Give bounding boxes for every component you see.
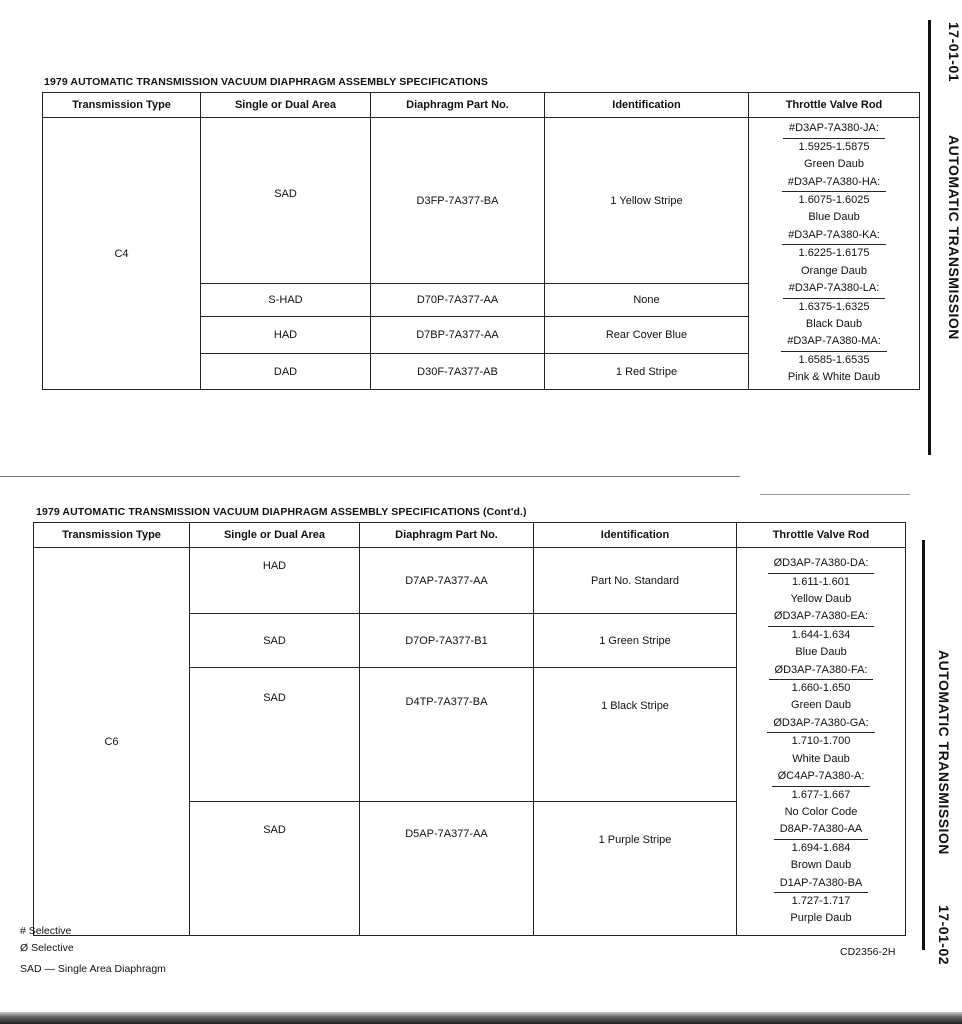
top-page-number: 17-01-01: [946, 22, 962, 83]
table2-row1-area: HAD: [190, 548, 360, 614]
table2-rod-part-7: D1AP-7A380-BA: [774, 875, 869, 893]
table2-rod-part-5: ØC4AP-7A380-A:: [772, 768, 871, 786]
footnote-slash-o-selective: Ø Selective: [20, 942, 74, 954]
table2-header-transmission-type: Transmission Type: [34, 523, 190, 548]
table1-rod-part-1: #D3AP-7A380-JA:: [783, 120, 885, 138]
table1-header-identification: Identification: [545, 93, 749, 118]
table1-row4-identification: 1 Red Stripe: [545, 354, 749, 390]
table1-transmission-type: C4: [43, 118, 201, 390]
footnote-sad-definition: SAD — Single Area Diaphragm: [20, 963, 166, 975]
table-row: [34, 548, 906, 614]
table2-rod-size-3: 1.660-1.650: [791, 682, 851, 695]
table1-rod-color-4: Black Daub: [805, 317, 863, 330]
table2-row2-identification: 1 Green Stripe: [534, 614, 737, 668]
table2-rod-part-4: ØD3AP-7A380-GA:: [767, 715, 874, 733]
table2-rod-part-1: ØD3AP-7A380-DA:: [768, 555, 875, 573]
table1-rod-part-2: #D3AP-7A380-HA:: [782, 174, 886, 192]
table2-row1-identification: Part No. Standard: [534, 548, 737, 614]
table1-header-area: Single or Dual Area: [201, 93, 371, 118]
table1-rod-size-2: 1.6075-1.6025: [798, 194, 870, 207]
table1-row3-identification: Rear Cover Blue: [545, 317, 749, 354]
table2-rod-color-3: Green Daub: [791, 699, 851, 712]
table2-row2-part-no: D7OP-7A377-B1: [360, 614, 534, 668]
table2-rod-size-5: 1.677-1.667: [791, 788, 851, 801]
table2-row3-identification: 1 Black Stripe: [534, 668, 737, 802]
table2-rod-color-6: Brown Daub: [790, 859, 852, 872]
page-divider: [0, 476, 740, 477]
table2-rod-color-5: No Color Code: [784, 805, 858, 818]
table2-rod-color-2: Blue Daub: [795, 646, 847, 659]
bottom-section-title: AUTOMATIC TRANSMISSION: [936, 650, 952, 855]
table1-header-row: [43, 93, 920, 118]
table1-row1-part-no: D3FP-7A377-BA: [371, 118, 545, 284]
table2-rod-color-7: Purple Daub: [790, 912, 852, 925]
table1-row1-identification: 1 Yellow Stripe: [545, 118, 749, 284]
table2-header-throttle-valve-rod: Throttle Valve Rod: [737, 523, 906, 548]
table1-row2-area: S-HAD: [201, 284, 371, 317]
table1-header-part-no: Diaphragm Part No.: [371, 93, 545, 118]
table1-row4-part-no: D30F-7A377-AB: [371, 354, 545, 390]
table2-row4-identification: 1 Purple Stripe: [534, 802, 737, 936]
table1-rod-color-3: Orange Daub: [800, 264, 868, 277]
table1-specifications: [42, 92, 920, 390]
table2-rod-part-2: ØD3AP-7A380-EA:: [768, 608, 874, 626]
top-section-title: AUTOMATIC TRANSMISSION: [946, 135, 962, 340]
table2-row4-part-no: D5AP-7A377-AA: [360, 802, 534, 936]
table1-rod-color-1: Green Daub: [804, 158, 864, 171]
table1-row4-area: DAD: [201, 354, 371, 390]
table2-rod-size-6: 1.694-1.684: [791, 841, 851, 854]
table2-rod-size-2: 1.644-1.634: [791, 628, 851, 641]
table2-rod-part-6: D8AP-7A380-AA: [774, 821, 869, 839]
table1-row3-area: HAD: [201, 317, 371, 354]
table1-row1-area: SAD: [201, 118, 371, 284]
table1-rod-part-4: #D3AP-7A380-LA:: [783, 280, 886, 298]
page-divider-right: [760, 494, 910, 495]
table2-throttle-valve-rod-cell: [737, 548, 906, 936]
figure-code: CD2356-2H: [840, 946, 896, 958]
table2-rod-size-4: 1.710-1.700: [791, 735, 851, 748]
table2-rod-part-3: ØD3AP-7A380-FA:: [769, 662, 874, 680]
table2-row2-area: SAD: [190, 614, 360, 668]
table2-row4-area: SAD: [190, 802, 360, 936]
table2-header-row: [34, 523, 906, 548]
table2-header-identification: Identification: [534, 523, 737, 548]
table1-rod-size-5: 1.6585-1.6535: [798, 353, 870, 366]
table1-rod-color-5: Pink & White Daub: [787, 371, 881, 384]
table1-title: 1979 AUTOMATIC TRANSMISSION VACUUM DIAPHRAGM ASSEMBLY SPECIFICATIONS: [44, 76, 488, 88]
table1-row2-identification: None: [545, 284, 749, 317]
table2-rod-size-7: 1.727-1.717: [791, 894, 851, 907]
table1-throttle-valve-rod-cell: [749, 118, 920, 390]
table1-rod-part-3: #D3AP-7A380-KA:: [782, 227, 886, 245]
bottom-side-rule: [922, 540, 925, 950]
table2-row1-part-no: D7AP-7A377-AA: [360, 548, 534, 614]
table1-rod-part-5: #D3AP-7A380-MA:: [781, 333, 887, 351]
footnote-hash-selective: # Selective: [20, 925, 72, 937]
top-side-rule: [928, 20, 931, 455]
table2-rod-size-1: 1.611-1.601: [792, 575, 850, 588]
bottom-page-number: 17-01-02: [936, 905, 952, 966]
table2-header-part-no: Diaphragm Part No.: [360, 523, 534, 548]
table2-rod-color-1: Yellow Daub: [790, 593, 852, 606]
table1-header-transmission-type: Transmission Type: [43, 93, 201, 118]
table2-row3-part-no: D4TP-7A377-BA: [360, 668, 534, 802]
table2-rod-color-4: White Daub: [792, 752, 850, 765]
table1-rod-color-2: Blue Daub: [808, 211, 860, 224]
table1-rod-size-4: 1.6375-1.6325: [798, 300, 870, 313]
scan-bottom-edge: [0, 1012, 962, 1024]
table2-title: 1979 AUTOMATIC TRANSMISSION VACUUM DIAPHRAGM ASSEMBLY SPECIFICATIONS (Cont'd.): [36, 506, 527, 518]
table2-row3-area: SAD: [190, 668, 360, 802]
table-row: [43, 118, 920, 284]
table1-header-throttle-valve-rod: Throttle Valve Rod: [749, 93, 920, 118]
table2-specifications: [33, 522, 906, 936]
table1-rod-size-3: 1.6225-1.6175: [798, 247, 870, 260]
table1-row3-part-no: D7BP-7A377-AA: [371, 317, 545, 354]
table1-rod-size-1: 1.5925-1.5875: [798, 140, 870, 153]
table1-row2-part-no: D70P-7A377-AA: [371, 284, 545, 317]
table2-transmission-type: C6: [34, 548, 190, 936]
table2-header-area: Single or Dual Area: [190, 523, 360, 548]
